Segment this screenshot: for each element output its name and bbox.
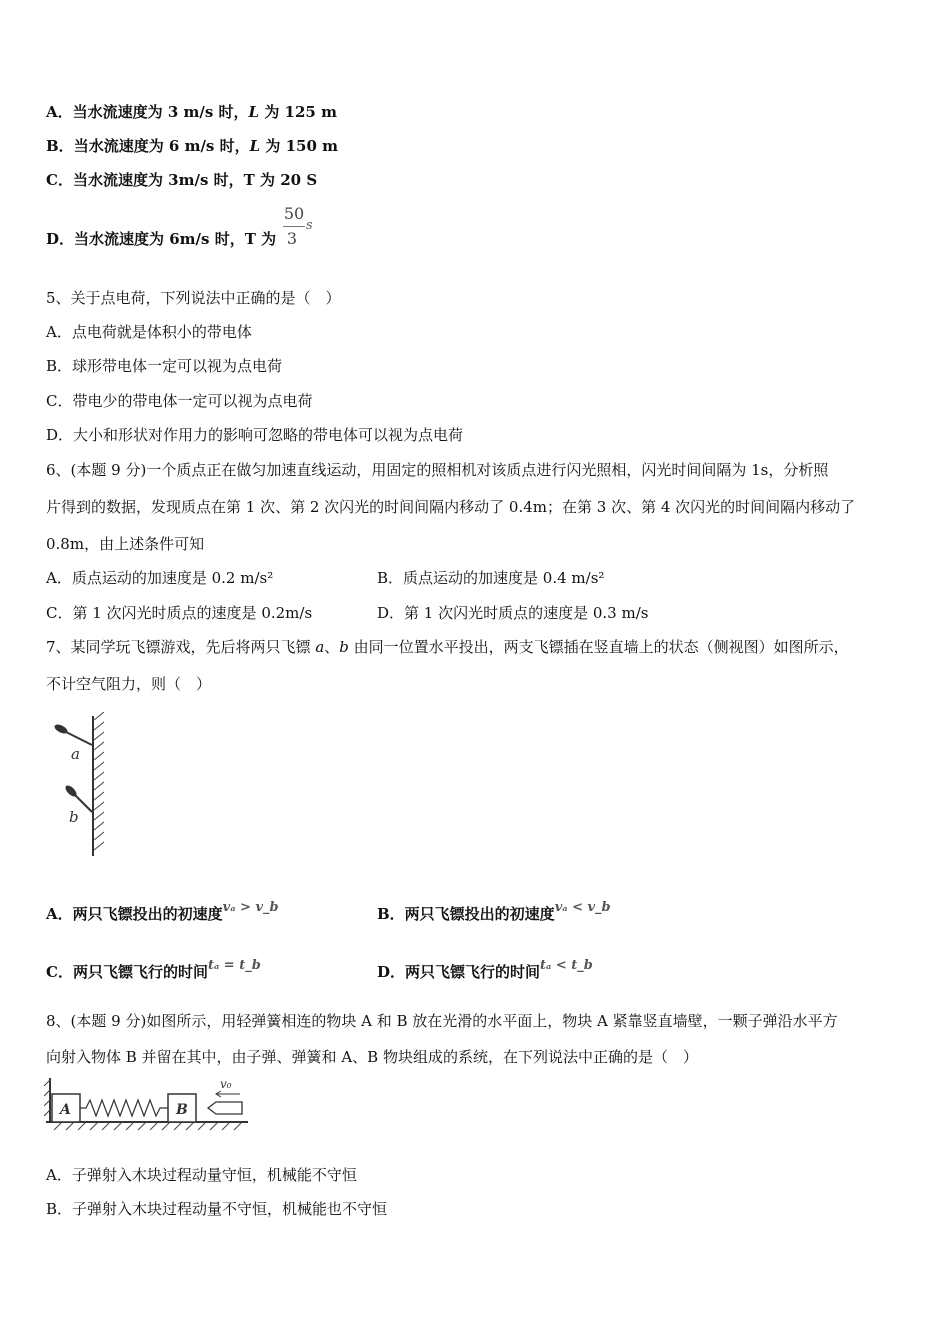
q7-option-b: B．两只飞镖投出的初速度vₐ < v_b (377, 900, 611, 923)
q5-option-b: B．球形带电体一定可以视为点电荷 (46, 357, 283, 375)
block-a-label: A (60, 1102, 71, 1118)
darts-wall-figure (44, 712, 114, 860)
block-b-label: B (176, 1102, 188, 1118)
q8-option-a: A．子弹射入木块过程动量守恒，机械能不守恒 (46, 1166, 357, 1184)
q7-stem-line1: 7、某同学玩飞镖游戏，先后将两只飞镖 a、b 由同一位置水平投出，两支飞镖插在竖直墙上的状态（侧视图）如图所示， (46, 638, 849, 656)
q6-option-b: B．质点运动的加速度是 0.4 m/s² (377, 569, 605, 587)
v0-label: v₀ (220, 1077, 232, 1091)
q8-option-b: B．子弹射入木块过程动量不守恒，机械能也不守恒 (46, 1200, 388, 1218)
bullet (208, 1102, 242, 1114)
spring (80, 1100, 168, 1116)
q4-option-a: A．当水流速度为 3 m/s 时，L 为 125 m (46, 103, 337, 121)
fraction-unit: s (306, 218, 313, 233)
q4-option-c: C．当水流速度为 3m/s 时，T 为 20 S (46, 171, 318, 189)
q4-option-d: D．当水流速度为 6m/s 时，T 为 (46, 230, 277, 248)
dart-b-label: b (69, 808, 79, 826)
q8-stem-line2: 向射入物体 B 并留在其中，由子弹、弹簧和 A、B 物块组成的系统，在下列说法中正确的是（ ） (46, 1048, 698, 1066)
dart-a-label: a (71, 745, 80, 763)
spring-block-figure (44, 1074, 250, 1132)
fraction-bar (283, 226, 305, 227)
q6-stem-line2: 片得到的数据，发现质点在第 1 次、第 2 次闪光的时间间隔内移动了 0.4m；在第 3 次、第 4 次闪光的时间间隔内移动了 (46, 498, 856, 516)
q6-option-d: D．第 1 次闪光时质点的速度是 0.3 m/s (377, 604, 649, 622)
fraction-numerator: 50 (283, 204, 305, 223)
q6-option-a: A．质点运动的加速度是 0.2 m/s² (46, 569, 274, 587)
q5-option-c: C．带电少的带电体一定可以视为点电荷 (46, 392, 313, 410)
q8-stem-line1: 8、(本题 9 分)如图所示，用轻弹簧相连的物块 A 和 B 放在光滑的水平面上，物块 A 紧靠竖直墙壁，一颗子弹沿水平方 (46, 1012, 838, 1030)
q5-option-d: D．大小和形状对作用力的影响可忽略的带电体可以视为点电荷 (46, 426, 464, 444)
q4-option-b: B．当水流速度为 6 m/s 时，L 为 150 m (46, 137, 338, 155)
q5-stem: 5、关于点电荷，下列说法中正确的是（ ） (46, 289, 341, 307)
q7-option-c: C．两只飞镖飞行的时间tₐ = t_b (46, 958, 261, 981)
q6-stem-line1: 6、(本题 9 分)一个质点正在做匀加速直线运动，用固定的照相机对该质点进行闪光照相，闪光时间间隔为 1s，分析照 (46, 461, 829, 479)
fraction-denominator: 3 (286, 229, 298, 248)
q6-option-c: C．第 1 次闪光时质点的速度是 0.2m/s (46, 604, 313, 622)
q7-option-d: D．两只飞镖飞行的时间tₐ < t_b (377, 958, 593, 981)
q5-option-a: A．点电荷就是体积小的带电体 (46, 323, 252, 341)
q7-option-a: A．两只飞镖投出的初速度vₐ > v_b (46, 900, 279, 923)
q6-stem-line3: 0.8m，由上述条件可知 (46, 535, 205, 553)
q7-stem-line2: 不计空气阻力，则（ ） (46, 675, 212, 693)
